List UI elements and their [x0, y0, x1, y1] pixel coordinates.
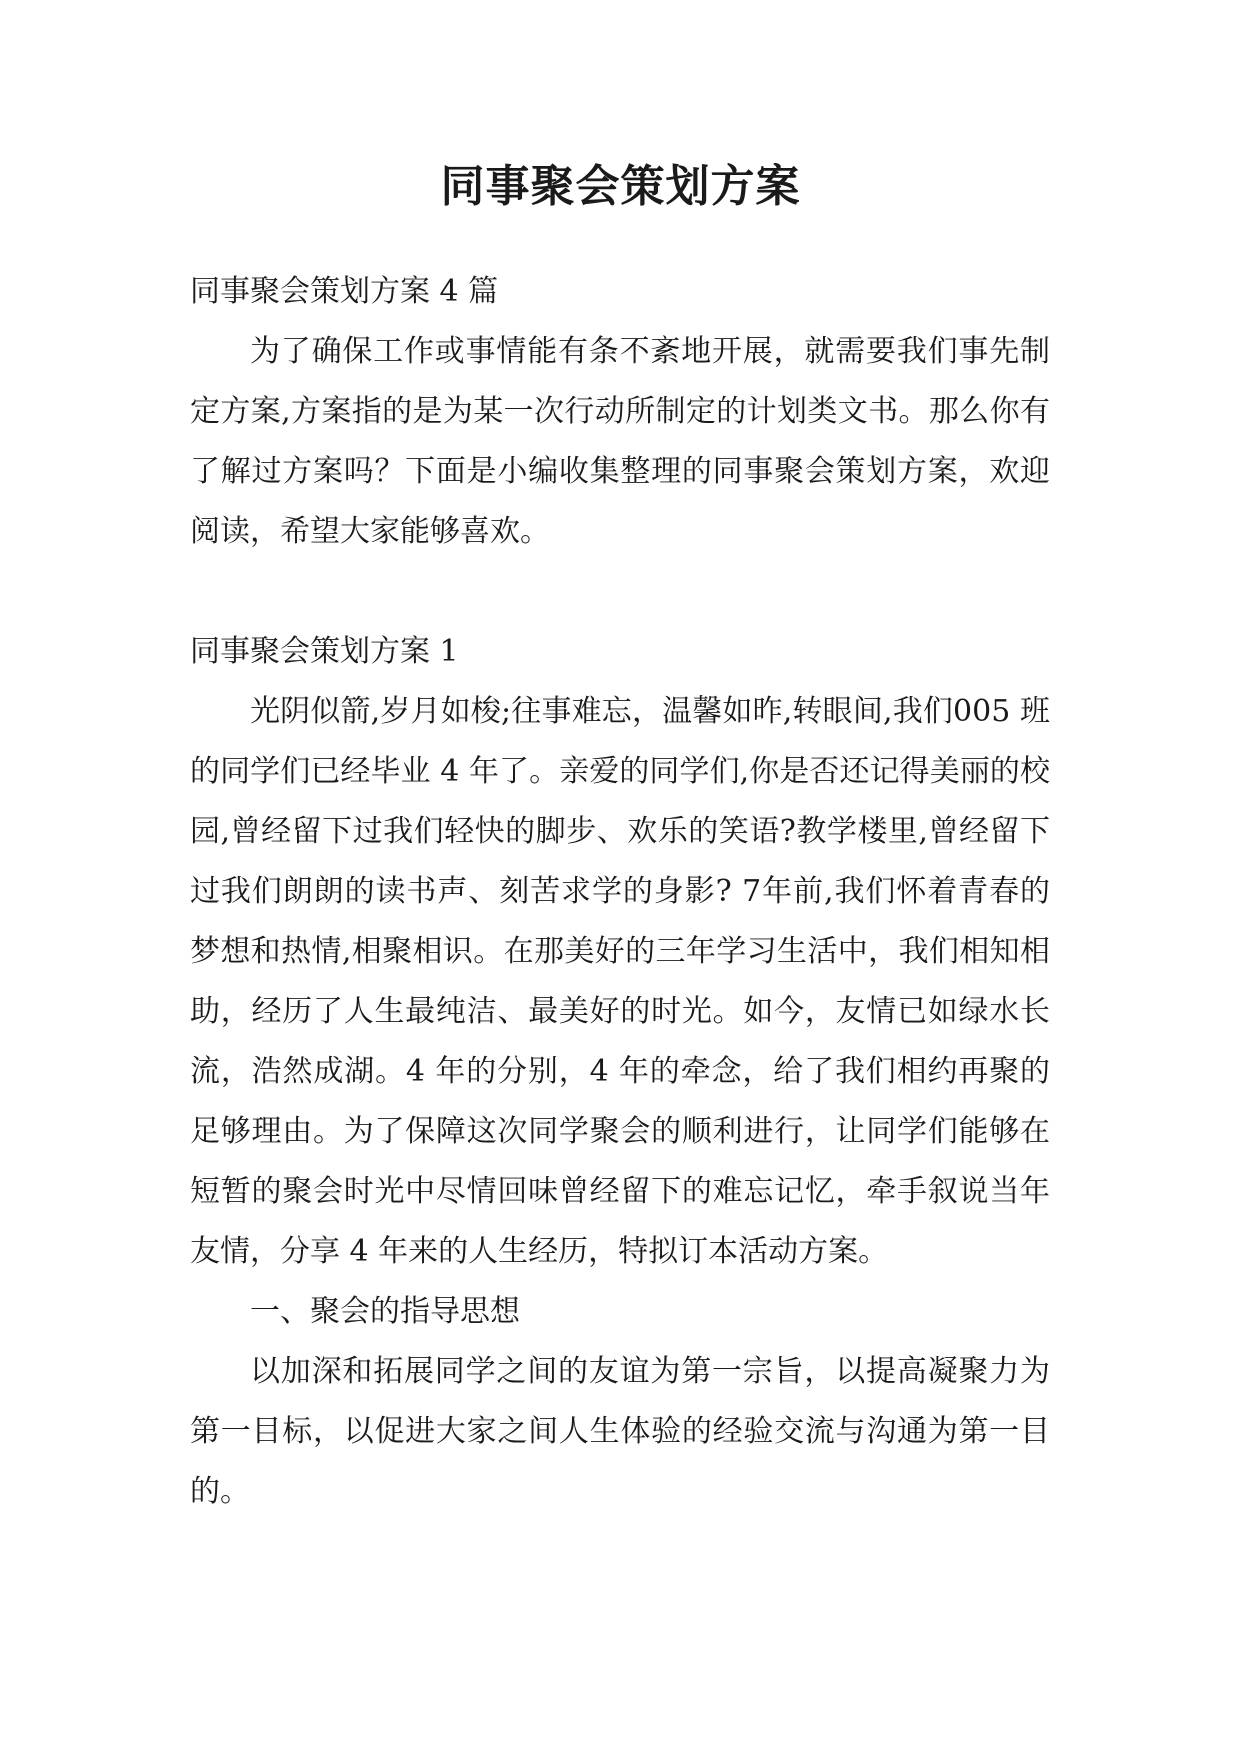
document-body — [190, 262, 1050, 1522]
point-heading: 一、聚会的指导思想 — [250, 1294, 520, 1329]
document-title: 同事聚会策划方案 — [440, 161, 801, 212]
section-paragraph: 光阴似箭,岁月如梭;往事难忘，温馨如昨,转眼间,我们005 班的同学们已经毕业 4 年了。亲爱的同学们,你是否还记得美丽的校园,曾经留下过我们轻快的脚步、欢乐的笑语?教学楼里,曾经留下过我们朗朗的读书声、刻苦求学的身影? 7年前,我们怀着青春的梦想和热情,相聚相识。在那美好的三年学习生活中，我们相知相助，经历了人生最纯洁、最美好的时光。如今，友情已如绿水长流，浩然成湖。4 年的分别，4 年的牵念，给了我们相约再聚的足够理由。为了保障这次同学聚会的顺利进行，让同学们能够在短暂的聚会时光中尽情回味曾经留下的难忘记忆，牵手叙说当年友情，分享 4 年来的人生经历，特拟订本活动方案。 — [190, 694, 1050, 1269]
blank-line — [190, 562, 1050, 622]
document-subtitle: 同事聚会策划方案 4 篇 — [190, 274, 499, 309]
section-heading: 同事聚会策划方案 1 — [190, 634, 459, 669]
intro-paragraph: 为了确保工作或事情能有条不紊地开展，就需要我们事先制定方案,方案指的是为某一次行动所制定的计划类文书。那么你有了解过方案吗？下面是小编收集整理的同事聚会策划方案，欢迎阅读，希望大家能够喜欢。 — [190, 334, 1050, 549]
point-paragraph: 以加深和拓展同学之间的友谊为第一宗旨，以提高凝聚力为第一目标，以促进大家之间人生体验的经验交流与沟通为第一目的。 — [190, 1354, 1050, 1509]
